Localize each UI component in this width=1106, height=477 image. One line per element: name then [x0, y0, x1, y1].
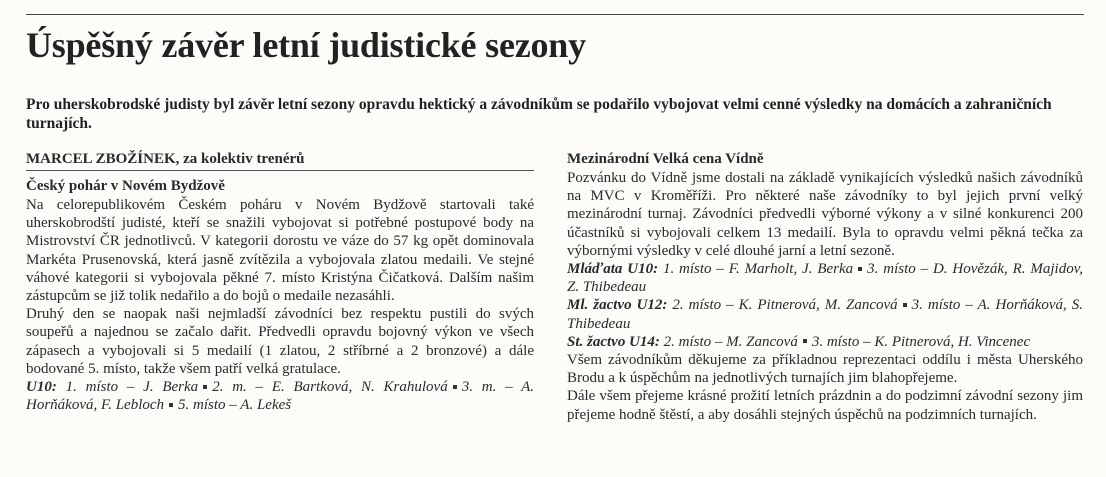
result-item: 2. m. – E. Bartková, N. Krahulová	[212, 379, 448, 396]
section-title-vidne: Mezinárodní Velká cena Vídně	[567, 151, 764, 167]
paragraph-wishes: Dále všem přejeme krásné prožití letních prázdnin a do podzimní závodní sezony jim přejeme hodně štěstí, a aby dosáhli stejných úspěchů na podzimních turnajích.	[567, 388, 1083, 423]
results-u12-vidne	[567, 296, 1083, 332]
headline: Úspěšný závěr letní judistické sezony	[26, 25, 586, 65]
result-item: 2. místo – M. Zancová	[663, 333, 798, 350]
results-category: Ml. žactvo U12:	[567, 297, 668, 314]
paragraph-thanks: Všem závodníkům děkujeme za příkladnou reprezentaci oddílu i města Uherského Brodu a k úspěchům na jednotlivých turnajích jim blahopřejeme.	[567, 352, 1083, 387]
results-u10-cesky-pohar	[26, 378, 534, 414]
paragraph-cesky-pohar-day1: Na celorepublikovém Českém poháru v Novém Bydžově startovali také uherskobrodští judisté, kteří se snažili vybojovat si potřebné postupové body na Mistrovství ČR jednotlivců. V kategorii dorostu ve váze do 57 kg opět dominovala Markéta Prusenovská, která jasně zvítězila a vybojovala zlatou medaili. Ve stejné váhové kategorii si vybojovala pěkné 7. místo Kristýna Čičatková. Dalším našim zástupcům se již tolik nedařilo a do bojů o medaile nezasáhli.	[26, 197, 534, 305]
result-item: 3. místo – K. Pitnerová, H. Vincenec	[811, 333, 1031, 350]
paragraph-cesky-pohar-day2: Druhý den se naopak naši nejmladší závodníci bez respektu pustili do svých soupeřů a najednou se začalo dařit. Předvedli opravdu bojovný výkon ve všech zápasech a vybojovali si 5 medailí (1 zlatou, 2 stříbrné a 2 bronzové) a dále bodované 5. místo, takže všem patří velká gratulace.	[26, 306, 534, 377]
result-item: 3. místo – D. Hovězák, R. Majidov, Z. Thibedeau	[567, 261, 1083, 296]
square-bullet-icon	[453, 385, 457, 389]
results-category: U10:	[26, 379, 57, 396]
right-column	[567, 150, 1083, 424]
results-category: Mláďata U10:	[567, 261, 659, 278]
square-bullet-icon	[903, 303, 907, 307]
author-byline: MARCEL ZBOŽÍNEK, za kolektiv trenérů	[26, 150, 534, 171]
square-bullet-icon	[203, 385, 207, 389]
result-item: 5. místo – A. Lekeš	[178, 397, 292, 414]
results-u14-vidne	[567, 333, 1083, 351]
result-item: 3. m. – A. Horňáková, F. Lebloch	[26, 379, 535, 414]
result-item: 3. místo – A. Horňáková, S. Thibedeau	[567, 297, 1084, 332]
result-item: 1. místo – J. Berka	[65, 379, 199, 396]
lead-paragraph: Pro uherskobrodské judisty byl závěr letní sezony opravdu hektický a závodníkům se podařilo vybojovat velmi cenné výsledky na domácích a zahraničních turnajích.	[26, 96, 1052, 132]
left-column	[26, 150, 534, 414]
top-rule	[26, 14, 1084, 15]
paragraph-vidne-intro: Pozvánku do Vídně jsme dostali na základě vynikajících výsledků našich závodníků na MVC v Kroměříži. Pro některé naše závodníky to byl jejich první velký mezinárodní turnaj. Závodníci předvedli výborné výkony a v silné konkurenci 200 účastníků si vybojovali celkem 13 medailí. Byla to opravdu velmi pěkná tečka za výbornými výsledky v celé dlouhé jarní a letní sezoně.	[567, 170, 1083, 259]
square-bullet-icon	[169, 403, 173, 407]
result-item: 1. místo – F. Marholt, J. Berka	[662, 261, 854, 278]
square-bullet-icon	[803, 339, 807, 343]
result-item: 2. místo – K. Pitnerová, M. Zancová	[672, 297, 898, 314]
square-bullet-icon	[858, 267, 862, 271]
results-category: St. žactvo U14:	[567, 333, 660, 350]
results-u10-vidne	[567, 260, 1083, 296]
section-title-cesky-pohar: Český pohár v Novém Bydžově	[26, 178, 225, 194]
